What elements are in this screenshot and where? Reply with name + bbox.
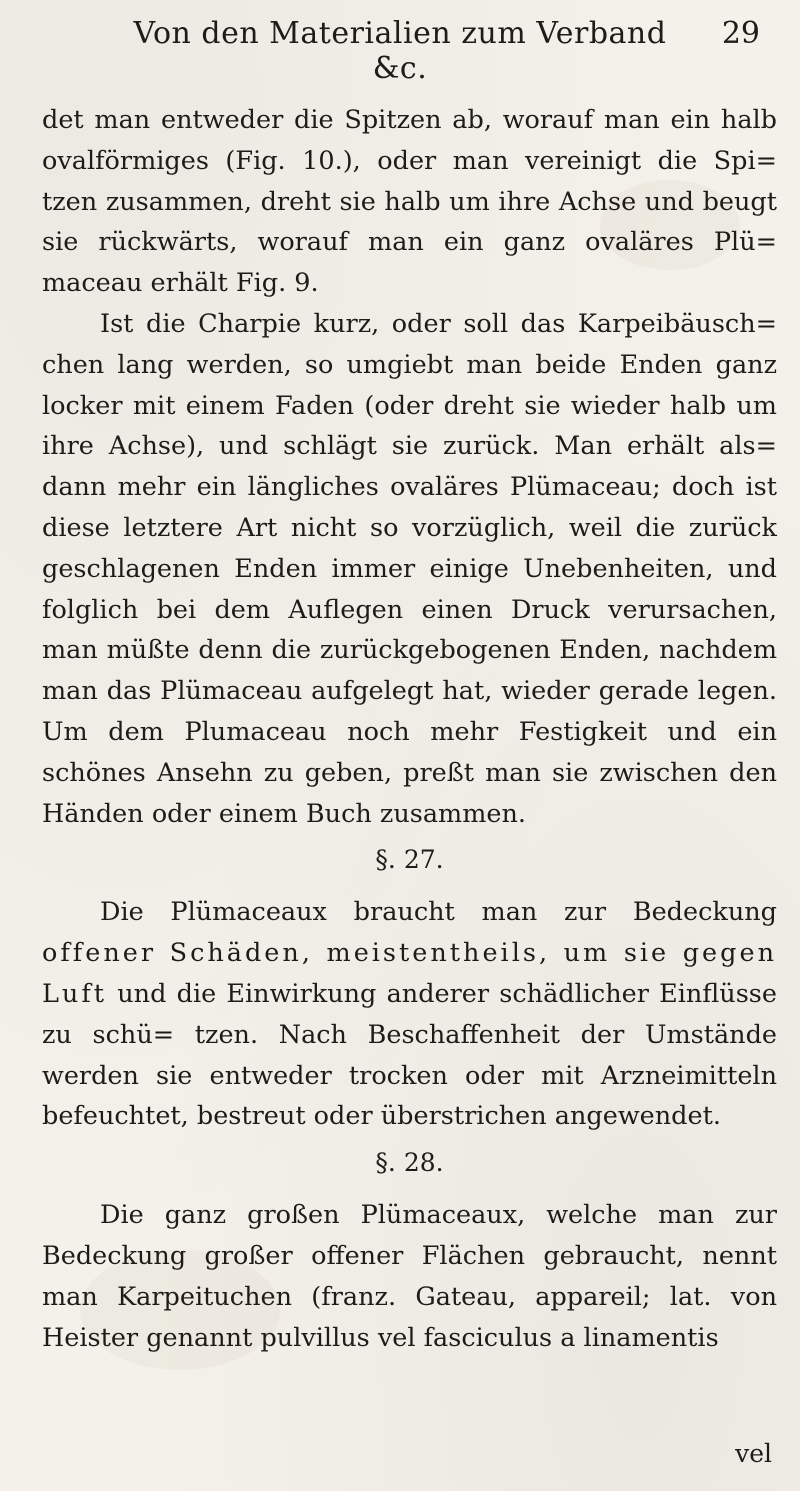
text-line: dem Plumaceau noch mehr Festigkeit und ein schönes [42, 716, 777, 788]
text-line: Die ganz großen Plümaceaux, welche man zur [100, 1200, 777, 1231]
text-line: maceau erhält Fig. 9. [42, 268, 319, 299]
text-line: ist diese letztere Art nicht so vorzüglich, weil die zurück [42, 472, 777, 543]
text-line: ovalförmiges (Fig. 10.), oder man vereinigt die Spi= [42, 145, 777, 176]
section-heading-27: §. 27. [375, 845, 444, 875]
text-line: Ansehn zu geben, preßt man sie zwischen den Händen [42, 757, 777, 829]
text-line: det man entweder die Spitzen ab, worauf man ein halb [42, 105, 777, 135]
paragraph-continuation [42, 100, 777, 304]
text-line: Die Plümaceaux braucht man zur Bedeckung [100, 897, 777, 928]
text-line: folglich bei dem Auflegen einen Druck verursachen, man [42, 594, 777, 666]
text-line: geschlagenen Enden immer einige Unebenheiten, und [42, 553, 777, 584]
text-line: locker mit einem Faden (oder dreht sie wieder halb um [42, 390, 777, 421]
text-line: tzen zusammen, dreht sie halb um ihre Achse und [42, 186, 694, 217]
text-line: oder einem Buch zusammen. [151, 798, 527, 829]
text-line: dann mehr ein längliches ovaläres Plümaceau; doch [42, 472, 735, 503]
text-line: trocken oder mit Arzneimitteln befeuchtet, bestreut oder [42, 1060, 777, 1132]
text-line: Ist die Charpie kurz, oder soll das Karpeibäusch= [100, 308, 777, 339]
catchword: vel [735, 1439, 772, 1468]
text-line: und die Einwirkung anderer schädlicher Einflüsse zu schü= [42, 978, 777, 1050]
text-line: chen lang werden, so umgiebt man beide Enden ganz [42, 349, 777, 380]
section-heading-28: §. 28. [375, 1148, 444, 1178]
text-line: tzen. Nach Beschaffenheit der Umstände werden sie entweder [42, 1019, 777, 1091]
paragraph-section-28 [42, 1195, 777, 1358]
text-line: müßte denn die zurückgebogenen Enden, nachdem man [42, 635, 777, 707]
text-line: Bedeckung großer offener Flächen gebraucht, nennt man [42, 1240, 777, 1312]
text-line: das Plümaceau aufgelegt hat, wieder gerade legen. Um [42, 676, 777, 747]
text-line: ihre Achse), und schlägt sie zurück. Man erhält als= [42, 431, 777, 462]
text-line: offener Schäden, meistentheils, um sie gegen Luft [42, 938, 777, 1009]
running-head [120, 8, 760, 86]
text-line: überstrichen angewendet. [380, 1101, 721, 1132]
body-text [42, 100, 777, 1358]
running-title: Von den Materialien zum Verband &c. [133, 16, 667, 86]
page-number: 29 [721, 16, 760, 51]
text-line: Heister genannt pulvillus vel fasciculus a linamentis [42, 1322, 719, 1353]
paragraph-charpie [42, 304, 777, 834]
paragraph-section-27 [42, 892, 777, 1137]
text-line: beugt sie rückwärts, worauf man ein ganz ovaläres Plü= [42, 186, 777, 258]
text-line: Karpeituchen (franz. Gateau, appareil; lat. von [117, 1281, 777, 1312]
